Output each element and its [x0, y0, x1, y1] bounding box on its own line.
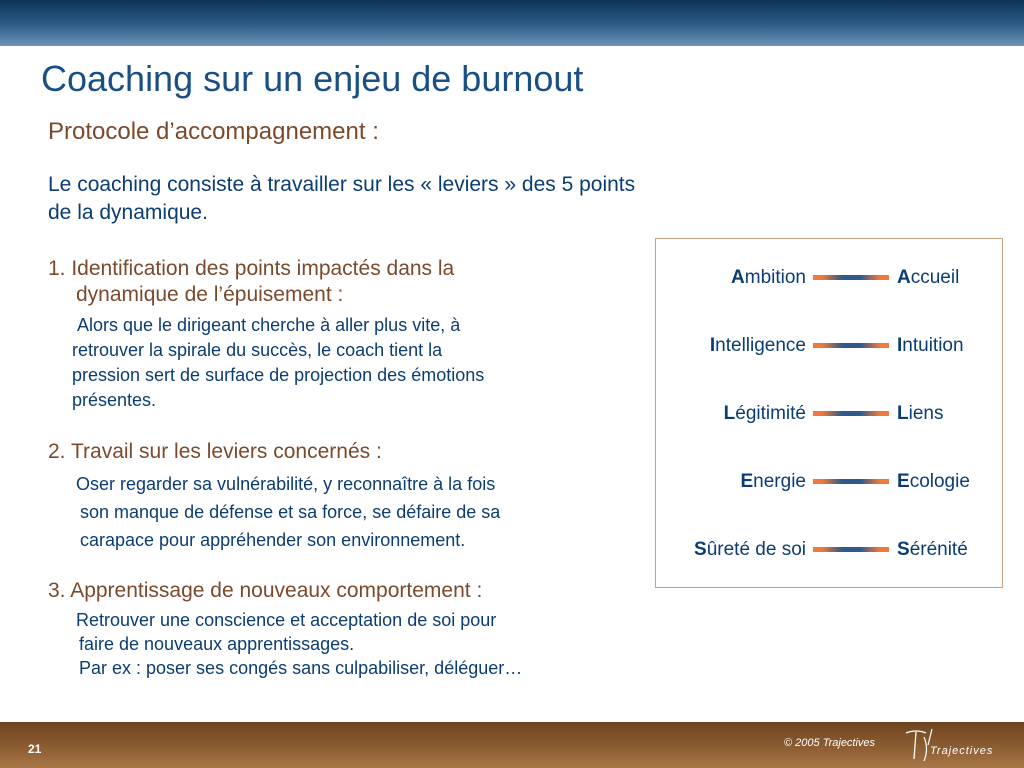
- step-1-heading-line-1: 1. Identification des points impactés dans la: [48, 257, 455, 280]
- step-3-heading: [48, 578, 482, 604]
- pair-right-label: Liens: [897, 403, 944, 424]
- step-1-heading: [48, 256, 454, 308]
- pair-row-2: [656, 333, 1004, 359]
- step-3-heading-line-1: 3. Apprentissage de nouveaux comportement :: [48, 579, 483, 602]
- step-1-body-line-1: Alors que le dirigeant cherche à aller plus vite, à: [77, 315, 461, 335]
- step-1-body-line-2: retrouver la spirale du succès, le coach tient la: [72, 340, 443, 360]
- pair-left-label: Energie: [740, 471, 806, 492]
- aileS-pairs-panel: [655, 238, 1003, 588]
- intro-text: Le coaching consiste à travailler sur les « leviers » des 5 points de la dynamique.: [48, 173, 636, 224]
- pair-row-4: [656, 469, 1004, 495]
- pair-left-label: Sûreté de soi: [694, 539, 806, 560]
- pair-row-3: [656, 401, 1004, 427]
- step-2-body: [76, 470, 500, 554]
- step-2-body-line-1: Oser regarder sa vulnérabilité, y reconnaître à la fois: [76, 474, 496, 494]
- pair-connector-line: [813, 411, 889, 416]
- step-3-body: [76, 608, 522, 680]
- page-number: 21: [28, 742, 42, 756]
- step-2-heading: [48, 439, 382, 465]
- step-1-body: [72, 313, 484, 413]
- slide-title: Coaching sur un enjeu de burnout: [41, 58, 584, 99]
- pair-right-label: Intuition: [897, 335, 964, 356]
- pair-left-label: Ambition: [731, 267, 806, 288]
- pair-right-label: Sérénité: [897, 539, 968, 560]
- step-3-body-line-3: Par ex : poser ses congés sans culpabiliser, déléguer…: [79, 658, 523, 678]
- step-1-heading-line-2: dynamique de l’épuisement :: [76, 283, 344, 306]
- pair-right-label: Ecologie: [897, 471, 970, 492]
- pair-left-label: Légitimité: [723, 403, 806, 424]
- logo-wordmark: Trajectives: [930, 745, 994, 757]
- step-3-body-line-2: faire de nouveaux apprentissages.: [79, 634, 355, 654]
- pair-connector-line: [813, 479, 889, 484]
- pair-connector-line: [813, 547, 889, 552]
- step-2-body-line-3: carapace pour appréhender son environnement.: [80, 530, 466, 550]
- pair-row-1: [656, 265, 1004, 291]
- copyright-notice: © 2005 Trajectives: [784, 737, 876, 749]
- pair-connector-line: [813, 275, 889, 280]
- step-1-body-line-3: pression sert de surface de projection des émotions: [72, 365, 485, 385]
- step-2-heading-line-1: 2. Travail sur les leviers concernés :: [48, 440, 382, 463]
- pair-row-5: [656, 537, 1004, 563]
- pair-left-label: Intelligence: [709, 335, 806, 356]
- slide-subtitle: Protocole d’accompagnement :: [48, 118, 379, 145]
- step-3-body-line-1: Retrouver une conscience et acceptation de soi pour: [76, 610, 497, 630]
- top-banner: [0, 0, 1024, 46]
- step-1-body-line-4: présentes.: [72, 390, 157, 410]
- step-2-body-line-2: son manque de défense et sa force, se défaire de sa: [80, 502, 501, 522]
- pair-right-label: Accueil: [897, 267, 960, 288]
- pair-connector-line: [813, 343, 889, 348]
